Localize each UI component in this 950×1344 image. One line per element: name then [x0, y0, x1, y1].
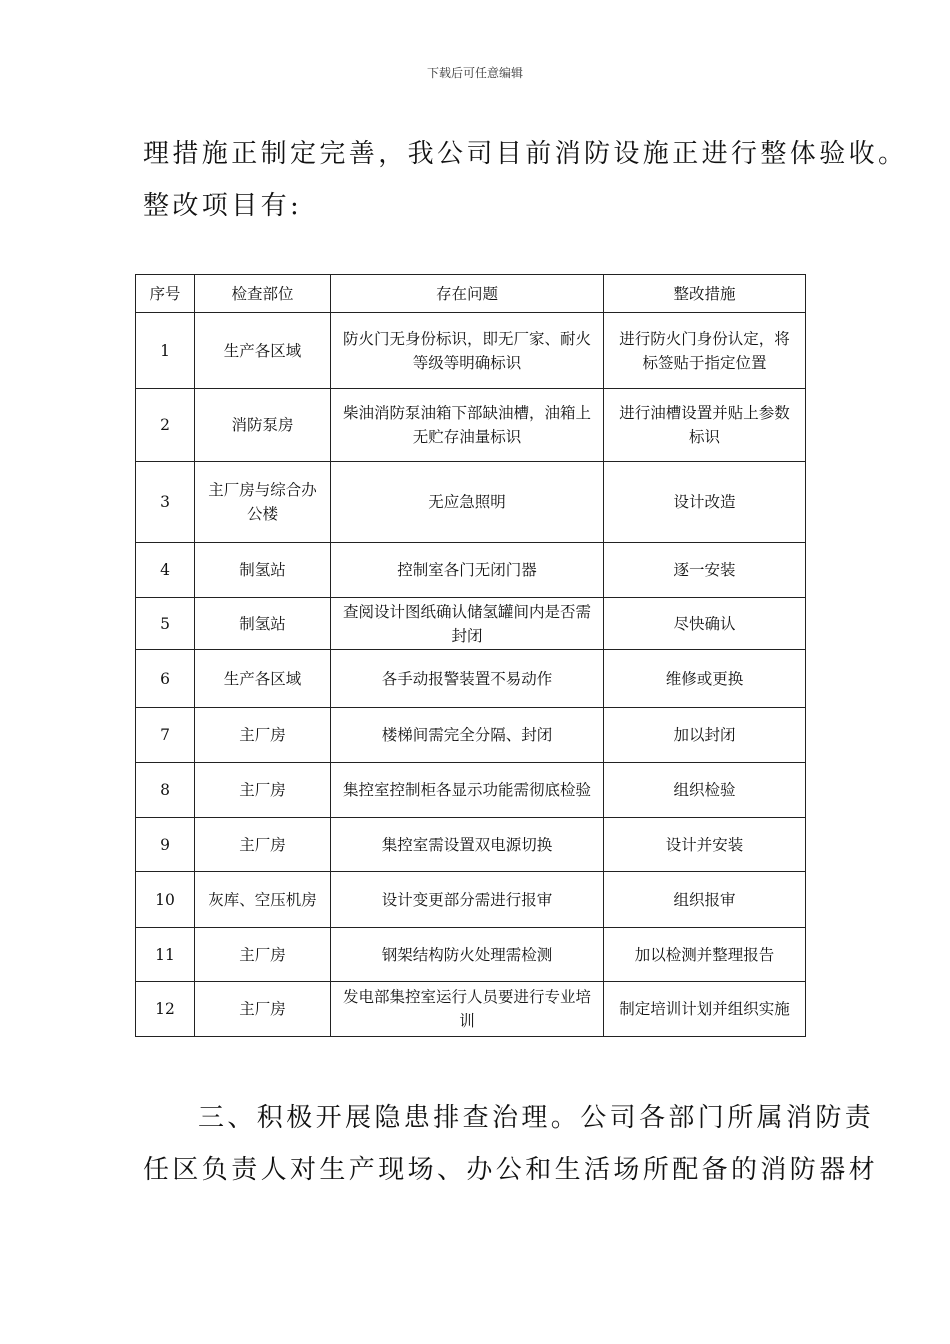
cell-problem: 查阅设计图纸确认储氢罐间内是否需封闭 [331, 598, 604, 650]
cell-measure: 逐一安装 [604, 543, 806, 598]
cell-no: 5 [136, 598, 195, 650]
cell-measure: 尽快确认 [604, 598, 806, 650]
page-header-note: 下载后可任意编辑 [426, 66, 523, 80]
cell-location: 主厂房与综合办公楼 [195, 462, 331, 543]
cell-no: 12 [136, 982, 195, 1037]
table-row [136, 818, 806, 872]
cell-location: 主厂房 [195, 928, 331, 982]
table-row [136, 598, 806, 650]
cell-problem: 集控室需设置双电源切换 [331, 818, 604, 872]
table-row [136, 763, 806, 818]
table-row [136, 650, 806, 708]
cell-measure: 进行防火门身份认定，将标签贴于指定位置 [604, 313, 806, 389]
header-cell-measure: 整改措施 [604, 275, 806, 313]
cell-location: 主厂房 [195, 982, 331, 1037]
cell-location: 消防泵房 [195, 389, 331, 462]
table-header-row [136, 275, 806, 313]
cell-no: 4 [136, 543, 195, 598]
cell-measure: 制定培训计划并组织实施 [604, 982, 806, 1037]
cell-location: 制氢站 [195, 598, 331, 650]
cell-problem: 设计变更部分需进行报审 [331, 872, 604, 928]
cell-location: 主厂房 [195, 708, 331, 763]
cell-measure: 加以封闭 [604, 708, 806, 763]
body-text-line: 整改项目有: [143, 191, 303, 221]
cell-location: 主厂房 [195, 818, 331, 872]
cell-problem: 各手动报警装置不易动作 [331, 650, 604, 708]
cell-measure: 组织检验 [604, 763, 806, 818]
table-row [136, 543, 806, 598]
header-cell-location: 检查部位 [195, 275, 331, 313]
cell-problem: 发电部集控室运行人员要进行专业培训 [331, 982, 604, 1037]
cell-problem: 无应急照明 [331, 462, 604, 543]
table-row [136, 313, 806, 389]
cell-location: 生产各区域 [195, 650, 331, 708]
cell-no: 10 [136, 872, 195, 928]
cell-measure: 设计并安装 [604, 818, 806, 872]
table-row [136, 928, 806, 982]
cell-no: 6 [136, 650, 195, 708]
header-cell-problem: 存在问题 [331, 275, 604, 313]
cell-measure: 组织报审 [604, 872, 806, 928]
table-row [136, 389, 806, 462]
cell-measure: 加以检测并整理报告 [604, 928, 806, 982]
cell-no: 11 [136, 928, 195, 982]
rectification-table [135, 274, 806, 1037]
cell-problem: 钢架结构防火处理需检测 [331, 928, 604, 982]
cell-problem: 集控室控制柜各显示功能需彻底检验 [331, 763, 604, 818]
table-row [136, 708, 806, 763]
body-text-line: 理措施正制定完善，我公司目前消防设施正进行整体验收。 [143, 139, 908, 169]
body-text-line: 任区负责人对生产现场、办公和生活场所配备的消防器材 [143, 1155, 879, 1185]
cell-no: 1 [136, 313, 195, 389]
cell-measure: 进行油槽设置并贴上参数标识 [604, 389, 806, 462]
cell-location: 灰库、空压机房 [195, 872, 331, 928]
cell-no: 8 [136, 763, 195, 818]
cell-measure: 维修或更换 [604, 650, 806, 708]
body-text-line: 三、积极开展隐患排查治理。公司各部门所属消防责 [198, 1103, 875, 1133]
cell-location: 生产各区域 [195, 313, 331, 389]
cell-problem: 柴油消防泵油箱下部缺油槽，油箱上无贮存油量标识 [331, 389, 604, 462]
table-row [136, 462, 806, 543]
cell-problem: 控制室各门无闭门器 [331, 543, 604, 598]
header-cell-no: 序号 [136, 275, 195, 313]
cell-no: 3 [136, 462, 195, 543]
cell-location: 主厂房 [195, 763, 331, 818]
cell-no: 2 [136, 389, 195, 462]
table-row [136, 982, 806, 1037]
cell-no: 9 [136, 818, 195, 872]
cell-location: 制氢站 [195, 543, 331, 598]
cell-problem: 防火门无身份标识，即无厂家、耐火等级等明确标识 [331, 313, 604, 389]
cell-problem: 楼梯间需完全分隔、封闭 [331, 708, 604, 763]
table-row [136, 872, 806, 928]
cell-measure: 设计改造 [604, 462, 806, 543]
cell-no: 7 [136, 708, 195, 763]
